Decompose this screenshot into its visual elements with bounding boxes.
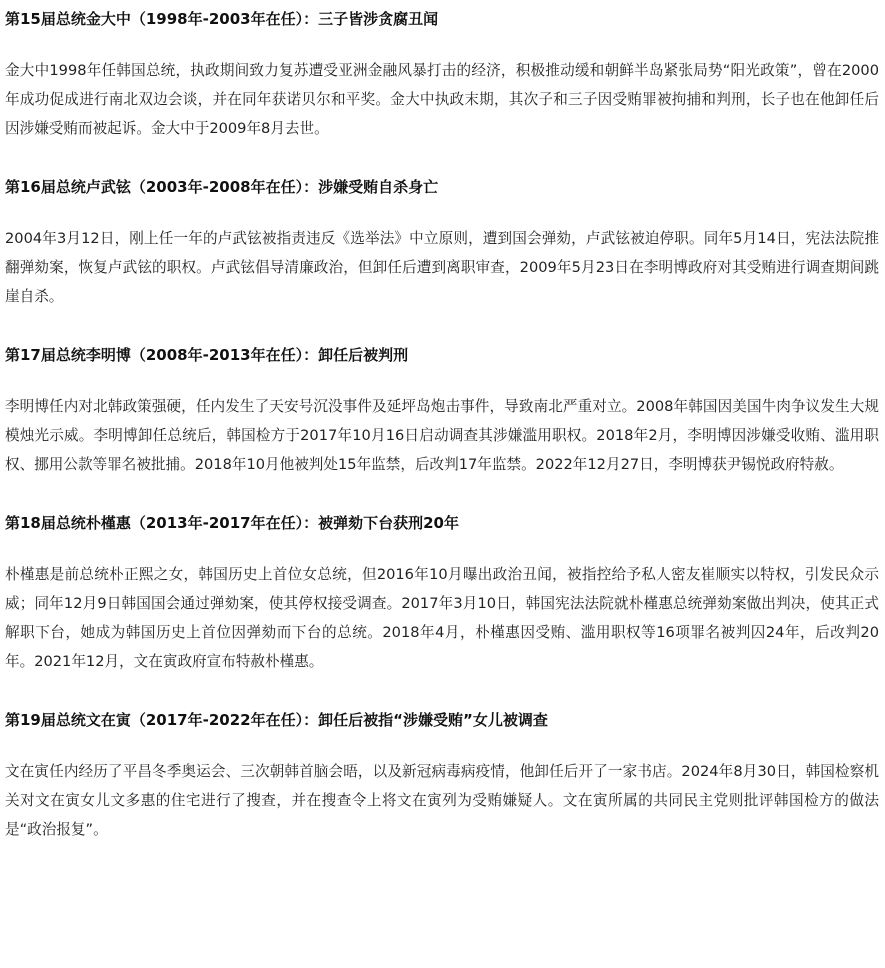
section-lee-myung-bak [5, 344, 879, 479]
section-gap [5, 676, 879, 701]
section-gap [5, 311, 879, 336]
section-gap [5, 479, 879, 504]
section-title: 第16届总统卢武铉（2003年-2008年在任）：涉嫌受贿自杀身亡 [5, 178, 439, 196]
section-kim-dae-jung [5, 8, 879, 143]
section-body: 李明博任内对北韩政策强硬，任内发生了天安号沉没事件及延坪岛炮击事件，导致南北严重对立。2008年韩国因美国牛肉争议发生大规模烛光示威。李明博卸任总统后，韩国检方于2017年10月16日启动调查其涉嫌滥用职权。2018年2月，李明博因涉嫌受收贿、滥用职权、挪用公款等罪名被批捕。2018年10月他被判处15年监禁，后改判17年监禁。2022年12月27日，李明博获尹锡悦政府特赦。 [5, 398, 879, 473]
section-roh-moo-hyun [5, 176, 879, 311]
section-body: 文在寅任内经历了平昌冬季奥运会、三次朝韩首脑会晤，以及新冠病毒病疫情，他卸任后开了一家书店。2024年8月30日，韩国检察机关对文在寅女儿文多惠的住宅进行了搜查，并在搜查令上将文在寅列为受贿嫌疑人。文在寅所属的共同民主党则批评韩国检方的做法是“政治报复”。 [5, 763, 879, 838]
section-title: 第15届总统金大中（1998年-2003年在任）：三子皆涉贪腐丑闻 [5, 10, 439, 28]
article [0, 8, 885, 844]
section-body: 金大中1998年任韩国总统，执政期间致力复苏遭受亚洲金融风暴打击的经济，积极推动缓和朝鲜半岛紧张局势“阳光政策”，曾在2000年成功促成进行南北双边会谈，并在同年获诺贝尔和平奖。金大中执政末期，其次子和三子因受贿罪被拘捕和判刑，长子也在他卸任后因涉嫌受贿而被起诉。金大中于2009年8月去世。 [5, 62, 879, 137]
section-body: 2004年3月12日，刚上任一年的卢武铉被指责违反《选举法》中立原则，遭到国会弹劾，卢武铉被迫停职。同年5月14日，宪法法院推翻弹劾案，恢复卢武铉的职权。卢武铉倡导清廉政治，但卸任后遭到离职审查，2009年5月23日在李明博政府对其受贿进行调查期间跳崖自杀。 [5, 230, 879, 305]
section-gap [5, 143, 879, 168]
section-park-geun-hye [5, 512, 879, 676]
section-body: 朴槿惠是前总统朴正熙之女，韩国历史上首位女总统，但2016年10月曝出政治丑闻，被指控给予私人密友崔顺实以特权，引发民众示威；同年12月9日韩国国会通过弹劾案，使其停权接受调查。2017年3月10日，韩国宪法法院就朴槿惠总统弹劾案做出判决，使其正式解职下台，她成为韩国历史上首位因弹劾而下台的总统。2018年4月，朴槿惠因受贿、滥用职权等16项罪名被判囚24年，后改判20年。2021年12月，文在寅政府宣布特赦朴槿惠。 [5, 566, 879, 670]
section-title: 第19届总统文在寅（2017年-2022年在任）：卸任后被指“涉嫌受贿”女儿被调查 [5, 711, 548, 729]
section-moon-jae-in [5, 709, 879, 844]
section-title: 第17届总统李明博（2008年-2013年在任）：卸任后被判刑 [5, 346, 409, 364]
section-title: 第18届总统朴槿惠（2013年-2017年在任）：被弹劾下台获刑20年 [5, 514, 459, 532]
